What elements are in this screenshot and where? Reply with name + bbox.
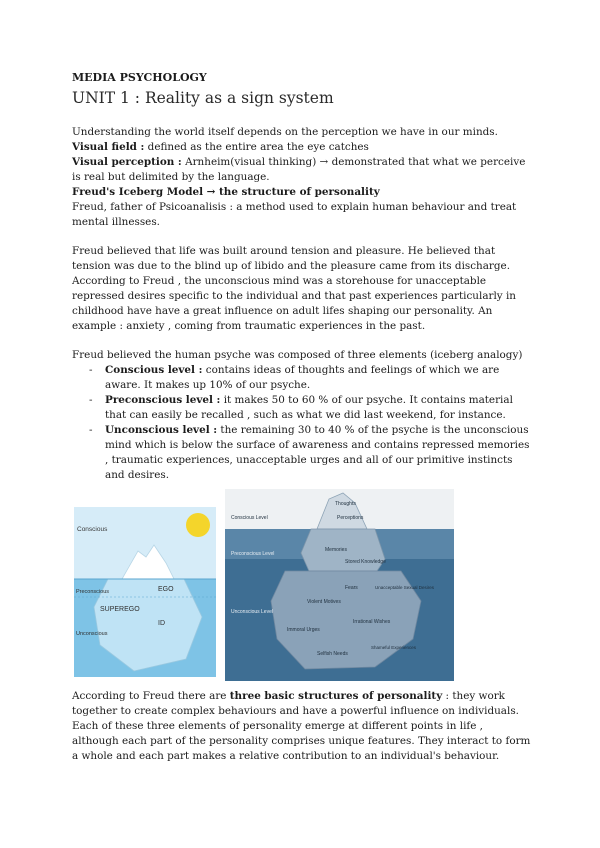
label-irrational-wishes: Irrational Wishes (353, 619, 391, 625)
label-preconscious: Preconscious (76, 589, 110, 595)
label-id: ID (158, 620, 165, 627)
iceberg-diagram-right (225, 489, 454, 681)
course-heading: MEDIA PSYCHOLOGY (72, 71, 207, 84)
visual-field-text: defined as the entire area the eye catches (144, 141, 369, 153)
label-superego: SUPEREGO (100, 606, 140, 613)
iceberg-figures (74, 489, 454, 681)
list-item: - Unconscious level : the remaining 30 to 40 % of the psyche is the unconscious mind which is below the surface of awareness and contains repressed memories , traumatic experiences, unacceptable urges and all of our primitive instincts and desires. (89, 424, 530, 481)
label-memories: Memories (325, 547, 347, 553)
iceberg-model-title (72, 185, 532, 200)
visual-perception-definition (72, 155, 532, 185)
label-unconscious: Unconscious (76, 631, 108, 637)
label-preconscious-level: Preconscious Level (231, 551, 275, 557)
list-item: - Conscious level : contains ideas of thoughts and feelings of which we are aware. It makes up 10% of our psyche. (89, 364, 500, 391)
closing-bold: three basic structures of personality (229, 690, 443, 702)
iceberg-illustration-left (74, 507, 216, 677)
unit-title: UNIT 1 : Reality as a sign system (72, 89, 334, 107)
label-selfish-needs: Selfish Needs (317, 651, 348, 657)
visual-field-definition (72, 140, 532, 155)
closing-pre: According to Freud there are (72, 690, 230, 702)
tension-paragraph: Freud believed that life was built around tension and pleasure. He believed that tension was due to the blind up of libido and the pleasure came from its discharge. According to Freud , the unconscious mind was a storehouse for unacceptable repressed desires specific to the individual and that past experiences particularly in childhood have have a great influence on adult lifes shaping our personality. An example : anxiety , coming from traumatic experiences in the past. (72, 245, 516, 332)
level-term: Preconscious level : (105, 394, 221, 406)
label-thoughts: Thoughts (335, 501, 356, 507)
level-text: it makes 50 to 60 % of our psyche. It contains material that can easily be recalled , such as what we did last weekend, for instance. (105, 394, 513, 421)
psyche-levels-list (72, 363, 532, 483)
iceberg-model-title-text: Freud's Iceberg Model → the structure of personality (72, 186, 380, 198)
label-stored-knowledge: Stored Knowledge (345, 559, 386, 565)
label-fears: Fears (345, 585, 358, 591)
level-text: contains ideas of thoughts and feelings of which we are aware. It makes up 10% of our psyche. (105, 364, 500, 391)
label-conscious-level: Conscious Level (231, 515, 268, 521)
closing-text (72, 689, 532, 764)
visual-perception-term: Visual perception : (72, 156, 182, 168)
document-body (72, 70, 532, 483)
list-item: - Preconscious level : it makes 50 to 60 % of our psyche. It contains material that can easily be recalled , such as what we did last weekend, for instance. (89, 394, 513, 421)
level-term: Unconscious level : (105, 424, 218, 436)
freud-intro: Freud, father of Psicoanalisis : a method used to explain human behaviour and treat mental illnesses. (72, 201, 517, 228)
closing-paragraph (72, 689, 532, 764)
label-violent-motives: Violent Motives (307, 599, 341, 605)
label-immoral-urges: Immoral Urges (287, 627, 320, 633)
visual-field-term: Visual field : (72, 141, 145, 153)
label-shameful-experiences: Shameful Experiences (371, 645, 417, 650)
intro-line: Understanding the world itself depends on the perception we have in our minds. (72, 126, 498, 138)
label-unconscious-level: Unconscious Level (231, 609, 273, 615)
level-text: the remaining 30 to 40 % of the psyche is the unconscious mind which is below the surface of awareness and contains repressed memories , traumatic experiences, unacceptable urges and all of our primitive instincts and desires. (105, 424, 530, 481)
level-term: Conscious level : (105, 364, 203, 376)
psyche-intro: Freud believed the human psyche was composed of three elements (iceberg analogy) (72, 349, 523, 361)
closing-post: : they work together to create complex behaviours and have a powerful influence on individuals. Each of these three elements of personality emerge at different points in life , although each part of the personality comprises unique features. They interact to form a whole and each part makes a relative contribution to an individual's behaviour. (72, 690, 531, 762)
label-conscious: Conscious (77, 526, 108, 533)
label-unacceptable-sexual-desires: Unacceptable Sexual Desires (375, 585, 435, 590)
label-perceptions: Perceptions (337, 515, 364, 521)
visual-perception-text: Arnheim(visual thinking) → demonstrated that what we perceive is real but delimited by the language. (72, 156, 526, 183)
label-ego: EGO (158, 586, 174, 593)
